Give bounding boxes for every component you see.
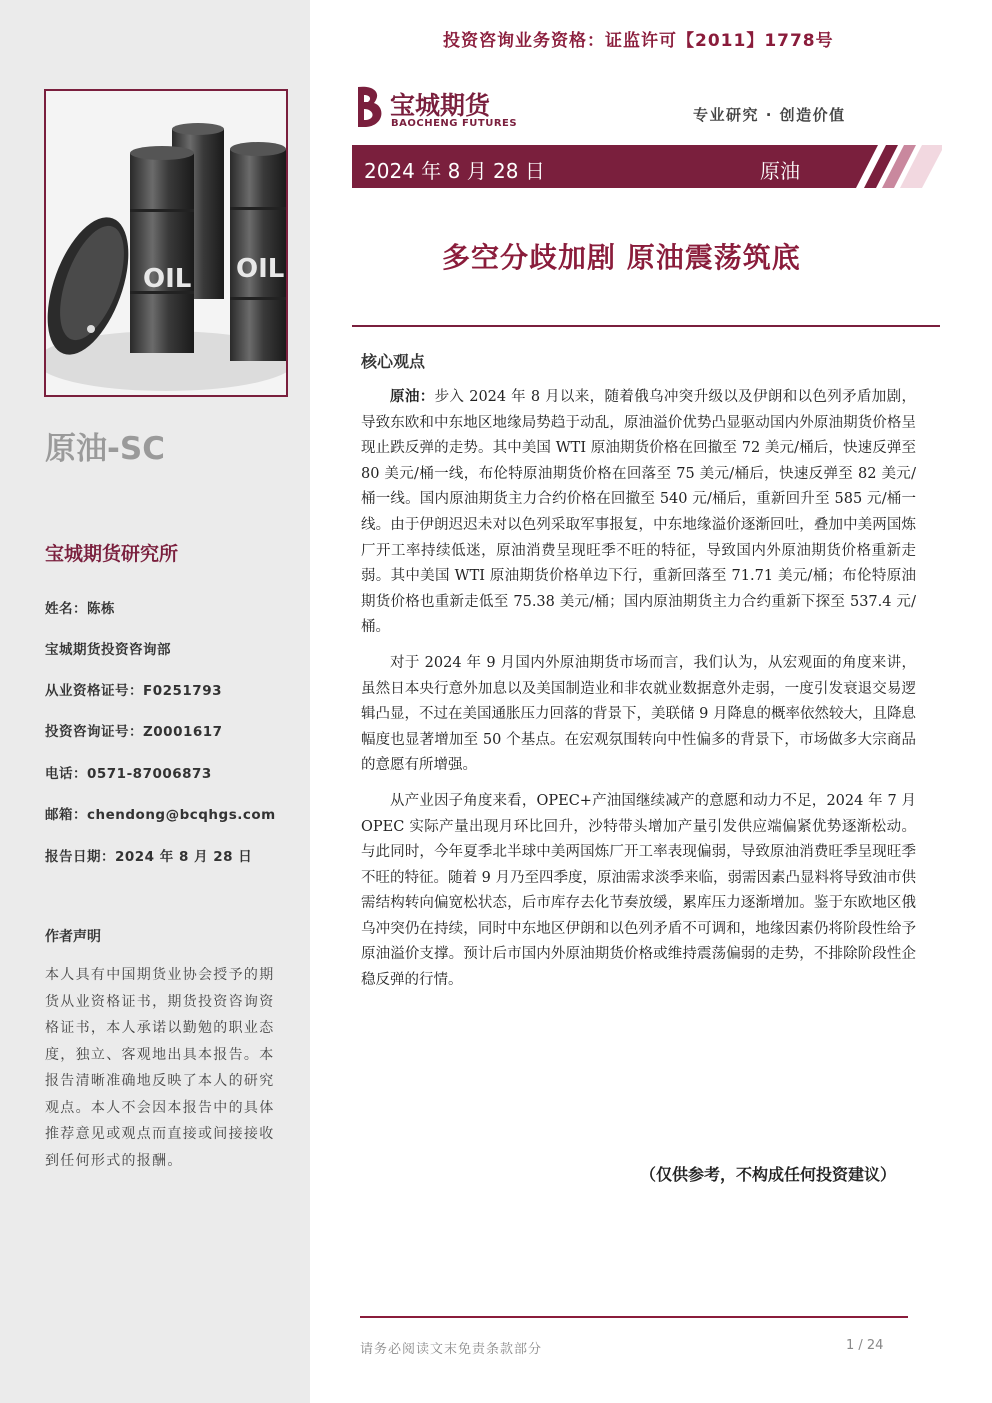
oil-barrels-image xyxy=(44,89,288,397)
institute-name: 宝城期货研究所 xyxy=(45,543,179,565)
paragraph: 对于 2024 年 9 月国内外原油期货市场而言，我们认为，从宏观面的角度来讲，虽然日本央行意外加息以及美国制造业和非农就业数据意外走弱，一度引发衰退交易逻辑凸显，不过在美国通胀压力回落的背景下，美联储 9 月降息的概率依然较大，且降息幅度也显著增加至 50 个基点。在宏观氛围转向中性偏多的背景下，市场做多大宗商品的意愿有所增强。 xyxy=(361,654,916,774)
report-body xyxy=(361,384,916,1004)
disclaimer: （仅供参考，不构成任何投资建议） xyxy=(640,1165,897,1184)
footer-notice: 请务必阅读文末免责条款部分 xyxy=(360,1342,543,1357)
logo-english: BAOCHENG FUTURES xyxy=(391,118,518,129)
report-title: 多空分歧加剧 原油震荡筑底 xyxy=(442,241,801,274)
author-statement-heading: 作者声明 xyxy=(45,929,101,945)
author-statement: 本人具有中国期货业协会授予的期货从业资格证书，期货投资咨询资格证书，本人承诺以勤勉的职业态度，独立、客观地出具本报告。本报告清晰准确地反映了本人的研究观点。本人不会因本报告中的具体推荐意见或观点而直接或间接接收到任何形式的报酬。 xyxy=(45,967,275,1169)
report-date: 报告日期：2024 年 8 月 28 日 xyxy=(45,849,253,865)
phone: 电话：0571-87006873 xyxy=(45,766,212,782)
paragraph xyxy=(361,384,916,641)
page-number: 1 / 24 xyxy=(846,1338,884,1353)
logo-chinese: 宝城期货 xyxy=(390,91,491,120)
slogan: 专业研究 · 创造价值 xyxy=(693,106,846,124)
paragraph: 从产业因子角度来看，OPEC+产油国继续减产的意愿和动力不足，2024 年 7 月 OPEC 实际产量出现月环比回升，沙特带头增加产量引发供应端偏紧优势逐渐松动。与此同时，今年夏季北半球中美两国炼厂开工率表现偏弱，导致原油消费旺季呈现旺季不旺的特征。随着 9 月乃至四季度，原油需求淡季来临，弱需因素凸显料将导致油市供需结构转向偏宽松状态，后市库存去化节奏放缓，累库压力逐渐增加。鉴于东欧地区俄乌冲突仍在持续，同时中东地区伊朗和以色列矛盾不可调和，地缘因素仍将阶段性给予原油溢价支撑。预计后市国内外原油期货价格或维持震荡偏弱的走势，不排除阶段性企稳反弹的行情。 xyxy=(361,792,916,989)
commodity-title: 原油-SC xyxy=(45,431,165,467)
qualification-line: 投资咨询业务资格：证监许可【2011】1778号 xyxy=(443,31,834,51)
analyst-name: 姓名：陈栋 xyxy=(45,601,115,617)
department: 宝城期货投资咨询部 xyxy=(45,642,171,658)
paragraph-lead: 原油： xyxy=(390,388,435,405)
barrel-label: OIL xyxy=(236,254,285,284)
barrel-label: OIL xyxy=(143,264,192,294)
consulting-number: 投资咨询证号：Z0001617 xyxy=(45,724,223,740)
paragraph-text: 步入 2024 年 8 月以来，随着俄乌冲突升级以及伊朗和以色列矛盾加剧，导致东欧和中东地区地缘局势趋于动乱，原油溢价优势凸显驱动国内外原油期货价格呈现止跌反弹的走势。其中美国 WTI 原油期货价格在回撤至 72 美元/桶后，快速反弹至 80 美元/桶一线，布伦特原油期货价格在回落至 75 美元/桶后，快速反弹至 82 美元/桶一线。国内原油期货主力合约价格在回撤至 540 元/桶后，重新回升至 585 元/桶一线。由于伊朗迟迟未对以色列采取军事报复，中东地缘溢价逐渐回吐，叠加中美两国炼厂开工率持续低迷，原油消费呈现旺季不旺的特征，导致国内外原油期货价格重新走弱。其中美国 WTI 原油期货价格单边下行，重新回落至 71.71 美元/桶；布伦特原油期货价格也重新走低至 75.38 美元/桶；国内原油期货主力合约重新下探至 537.4 元/桶。 xyxy=(361,389,917,636)
email: 邮箱：chendong@bcqhgs.com xyxy=(45,807,276,823)
report-date-banner: 2024 年 8 月 28 日 xyxy=(364,159,545,183)
footer-divider xyxy=(360,1316,908,1318)
section-heading: 核心观点 xyxy=(361,352,426,371)
title-divider xyxy=(352,325,940,327)
category-banner: 原油 xyxy=(760,159,800,183)
qualification-number: 从业资格证号：F0251793 xyxy=(45,683,222,699)
